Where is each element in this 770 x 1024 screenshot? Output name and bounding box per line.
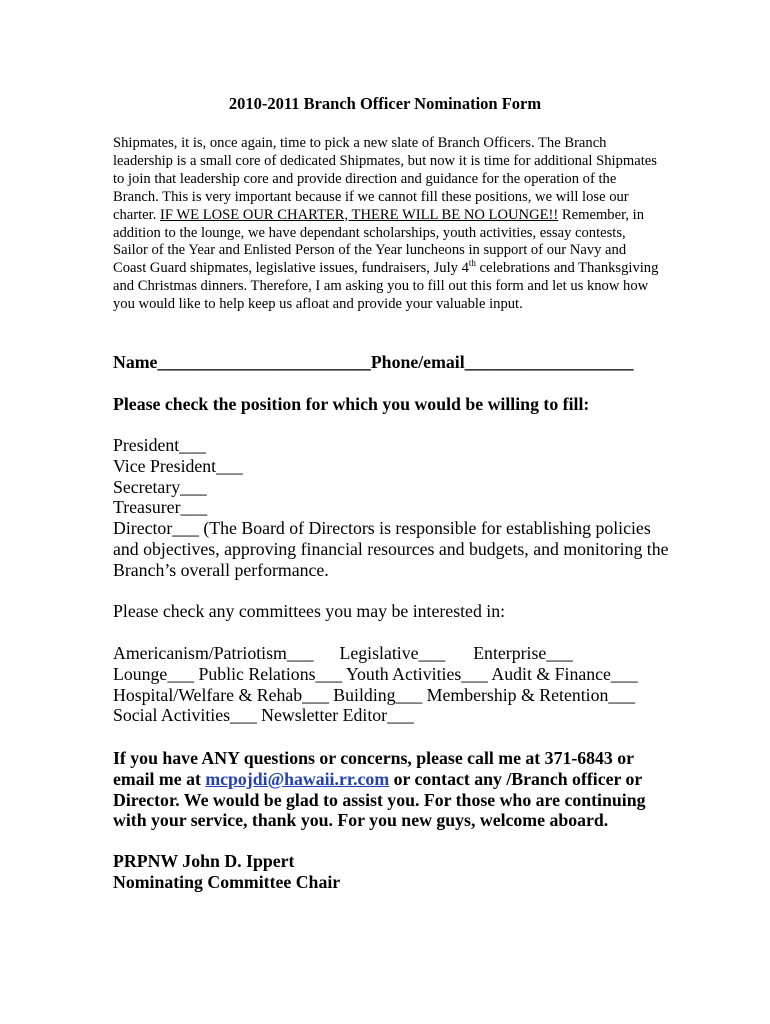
committee-legislative[interactable]: Legislative___ bbox=[339, 643, 446, 663]
positions-list bbox=[113, 435, 673, 581]
position-president[interactable]: President___ bbox=[113, 435, 206, 455]
committee-audit-finance[interactable]: Audit & Finance___ bbox=[491, 663, 638, 684]
committees-row-2 bbox=[113, 664, 673, 685]
committees-heading: Please check any committees you may be interested in: bbox=[113, 601, 506, 621]
committee-public-relations[interactable]: Public Relations___ bbox=[198, 663, 343, 684]
form-title: 2010-2011 Branch Officer Nomination Form bbox=[228, 94, 542, 113]
positions-heading: Please check the position for which you would be willing to fill: bbox=[113, 394, 590, 414]
position-vice-president[interactable]: Vice President___ bbox=[113, 455, 243, 476]
signature-name: PRPNW John D. Ippert bbox=[113, 851, 295, 871]
committee-lounge[interactable]: Lounge___ bbox=[113, 663, 194, 684]
committee-americanism[interactable]: Americanism/Patriotism___ bbox=[113, 643, 314, 663]
committee-hospital-welfare[interactable]: Hospital/Welfare & Rehab___ bbox=[113, 684, 329, 705]
committees-list bbox=[113, 643, 673, 726]
intro-text-3: celebrations and Thanksgiving and Christmas dinners. Therefore, I am asking you to fill out this form and let us know how you would like to help keep us afloat and provide your valuable input. bbox=[113, 260, 659, 313]
position-secretary[interactable]: Secretary___ bbox=[113, 476, 207, 497]
contact-text-2: or contact any /Branch officer or Director. We would be glad to assist you. For those who are continuing with your service, thank you. For you new guys, welcome aboard. bbox=[113, 768, 646, 831]
contact-paragraph bbox=[113, 748, 653, 831]
intro-warning: IF WE LOSE OUR CHARTER, THERE WILL BE NO LOUNGE!! bbox=[160, 206, 559, 223]
signature-block bbox=[113, 851, 340, 893]
committees-row-4 bbox=[113, 705, 673, 726]
position-director[interactable]: Director___ (The Board of Directors is responsible for establishing policies and objectives, approving financial resources and budgets, and monitoring the Branch’s overall performance. bbox=[113, 518, 669, 580]
committees-row-3 bbox=[113, 685, 673, 706]
committees-row-1 bbox=[113, 643, 673, 664]
phone-email-field[interactable]: Phone/email___________________ bbox=[370, 352, 634, 372]
intro-text-1: Shipmates, it is, once again, time to pick a new slate of Branch Officers. The Branch leadership is a small core of dedicated Shipmates, but now it is time for additional Shipmates to join that leadership core and provide direction and guidance for the operation of the Branch. This is very important because if we cannot fill these positions, we will lose our charter. bbox=[113, 135, 657, 223]
intro-paragraph bbox=[113, 135, 661, 314]
committee-membership[interactable]: Membership & Retention___ bbox=[426, 684, 636, 705]
intro-superscript: th bbox=[468, 258, 476, 269]
contact-text-1: If you have ANY questions or concerns, please call me at 371-6843 or email me at bbox=[113, 748, 634, 789]
email-link[interactable]: mcpojdi@hawaii.rr.com bbox=[205, 768, 390, 789]
position-treasurer[interactable]: Treasurer___ bbox=[113, 497, 208, 518]
intro-text-2: Remember, in addition to the lounge, we have dependant scholarships, youth activities, essay contests, Sailor of the Year and Enlisted Person of the Year luncheons in support of our Navy and Coast Guard shipmates, legislative issues, fundraisers, July 4 bbox=[113, 206, 645, 277]
committee-newsletter-editor[interactable]: Newsletter Editor___ bbox=[261, 705, 414, 726]
committee-social-activities[interactable]: Social Activities___ bbox=[113, 705, 257, 726]
committee-enterprise[interactable]: Enterprise___ bbox=[473, 643, 573, 663]
signature-title: Nominating Committee Chair bbox=[113, 872, 341, 892]
name-field[interactable]: Name________________________ bbox=[113, 352, 371, 372]
committee-youth-activities[interactable]: Youth Activities___ bbox=[345, 663, 488, 684]
committee-building[interactable]: Building___ bbox=[333, 684, 423, 705]
name-phone-row bbox=[113, 352, 673, 373]
